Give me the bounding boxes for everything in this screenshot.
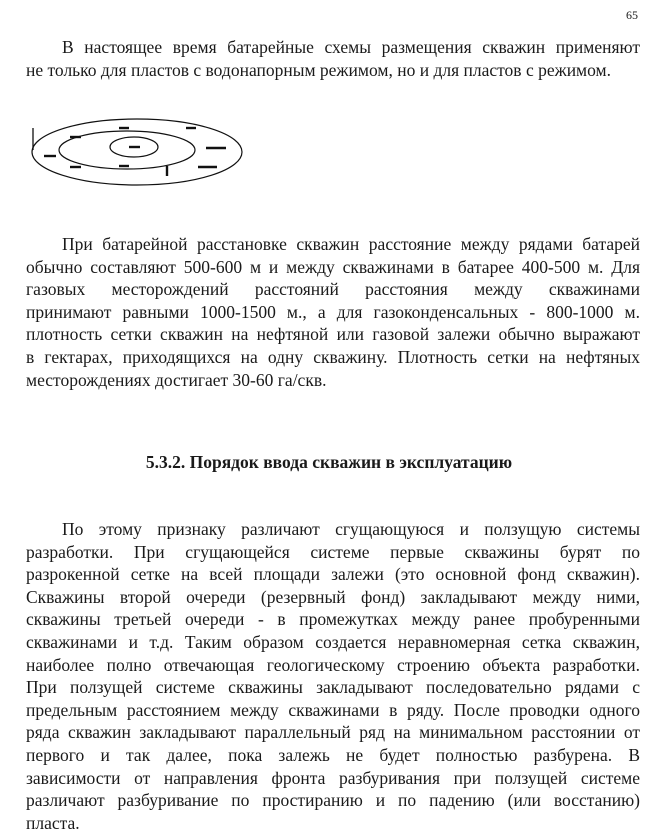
text-line: месторождениях достигает 30-60 га/скв. xyxy=(26,369,327,390)
paragraph-1 xyxy=(26,36,640,81)
text-line: наиболее полно отвечающая геологическому строению объекта разработки. xyxy=(26,654,640,675)
text-line: разрокенной сетке на всей площади залежи (это основной фонд скважин). xyxy=(26,564,640,585)
battery-well-layout-diagram xyxy=(30,112,250,188)
text-line: принимают равными 1000-1500 м., а для газоконденсальных - 800-1000 м. xyxy=(26,301,640,322)
text-line: предельным расстоянием между скважинами в ряду. После проводки одного xyxy=(26,699,640,720)
text-line: различают разбуривание по простиранию и по падению (или восстанию) xyxy=(26,790,640,811)
section-heading: 5.3.2. Порядок ввода скважин в эксплуатацию xyxy=(145,452,513,472)
text-line: зависимости от направления фронта разбуривания при ползущей системе xyxy=(26,767,640,788)
text-line: скважины третьей очереди - в промежутках между ранее пробуренными xyxy=(26,609,640,630)
text-line: газовых месторождений расстояний расстояния между скважинами xyxy=(26,279,640,300)
text-line: первого и так далее, пока залежь не будет полностью разбурена. В xyxy=(26,744,640,765)
text-line: Скважины второй очереди (резервный фонд) закладывают между ними, xyxy=(26,586,640,607)
paragraph-3 xyxy=(26,518,640,834)
text-line: скважинами и т.д. Таким образом создается неравномерная сетка скважин, xyxy=(26,631,640,652)
text-line: не только для пластов с водонапорным режимом, но и для пластов с режимом. xyxy=(26,59,611,80)
page-number: 65 xyxy=(626,8,638,22)
text-line: обычно составляют 500-600 м и между скважинами в батарее 400-500 м. Для xyxy=(26,256,640,277)
text-line: пласта. xyxy=(26,812,80,833)
text-line: плотность сетки скважин на нефтяной или газовой залежи обычно выражают xyxy=(26,324,640,345)
text-line: При батарейной расстановке скважин расстояние между рядами батарей xyxy=(62,234,640,254)
paragraph-2 xyxy=(26,233,640,391)
text-line: По этому признаку различают сгущающуюся и ползущую системы xyxy=(62,519,640,539)
text-line: В настоящее время батарейные схемы размещения скважин применяют xyxy=(62,37,640,57)
text-line: ряда скважин закладывают параллельный ряд на минимальном расстоянии от xyxy=(26,722,640,743)
text-line: разработки. При сгущающейся системе первые скважины бурят по xyxy=(26,541,640,562)
text-line: При ползущей системе скважины закладывают последовательно рядами с xyxy=(26,677,640,698)
text-line: в гектарах, приходящихся на одну скважину. Плотность сетки на нефтяных xyxy=(26,346,640,367)
